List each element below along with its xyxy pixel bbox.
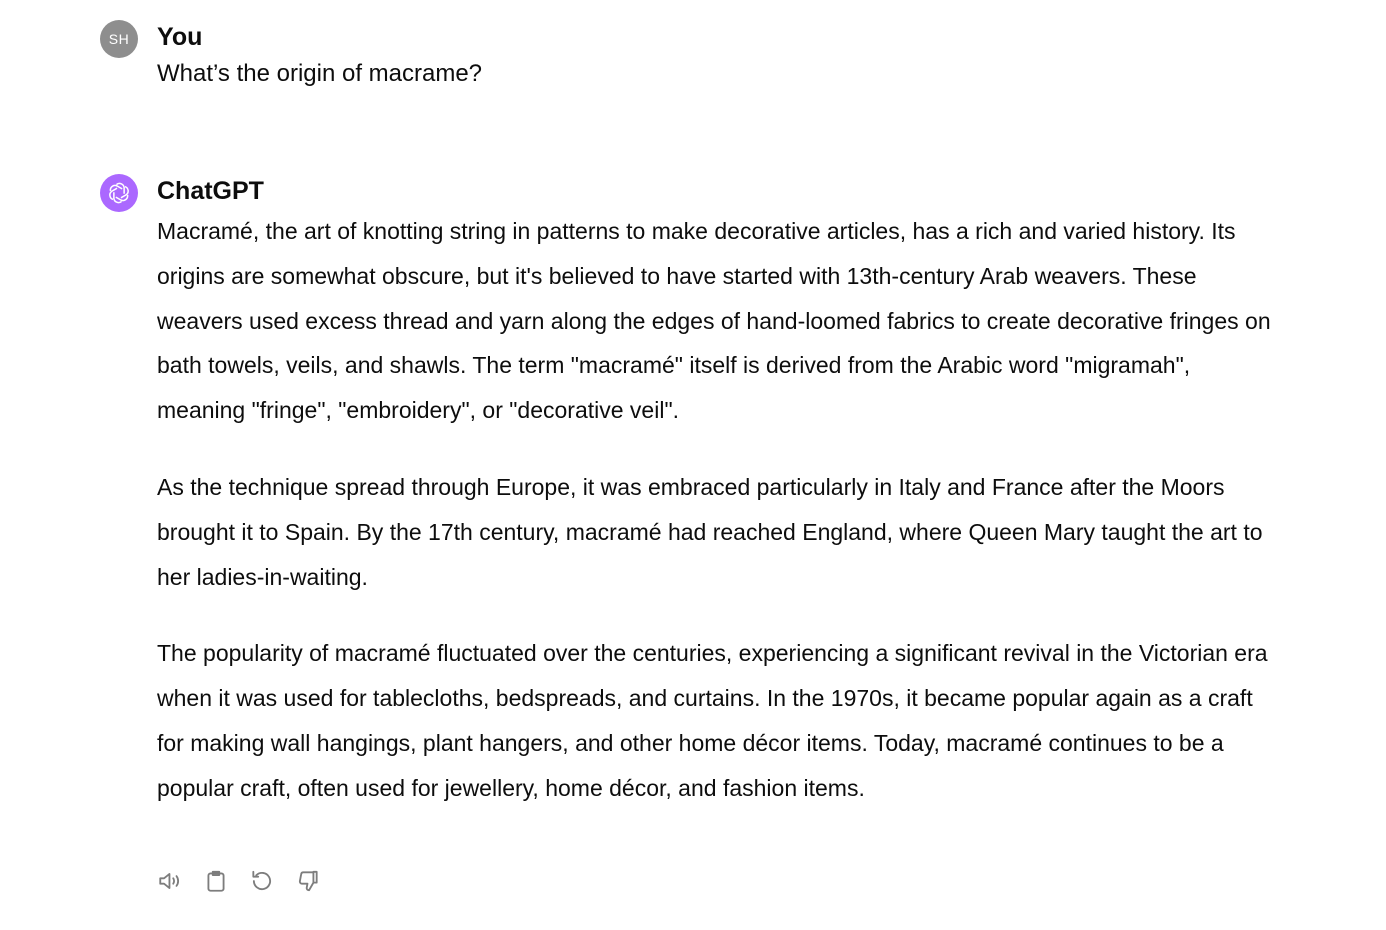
- assistant-message-body: [157, 209, 1272, 843]
- thumbs-down-button[interactable]: [295, 868, 321, 894]
- read-aloud-icon: [157, 868, 183, 894]
- read-aloud-button[interactable]: [157, 868, 183, 894]
- openai-logo-icon: [105, 179, 133, 207]
- regenerate-icon: [249, 868, 275, 894]
- copy-button[interactable]: [203, 868, 229, 894]
- assistant-paragraph: Macramé, the art of knotting string in patterns to make decorative articles, has a rich and varied history. Its origins are somewhat obscure, but it's believed to have started with 13th-century Arab weavers. These weavers used excess thread and yarn along the edges of hand-loomed fabrics to create decorative fringes on bath towels, veils, and shawls. The term "macramé" itself is derived from the Arabic word "migramah", meaning "fringe", "embroidery", or "decorative veil".: [157, 218, 1271, 424]
- assistant-avatar: [100, 174, 138, 212]
- assistant-author-name: ChatGPT: [157, 177, 264, 205]
- user-message-text: What’s the origin of macrame?: [157, 60, 483, 87]
- user-author-name: You: [157, 23, 203, 51]
- assistant-paragraph: As the technique spread through Europe, it was embraced particularly in Italy and France after the Moors brought it to Spain. By the 17th century, macramé had reached England, where Queen Mary taught the art to her ladies-in-waiting.: [157, 473, 1263, 590]
- user-avatar-initials: SH: [108, 31, 130, 47]
- copy-icon: [203, 868, 229, 894]
- user-avatar: [100, 20, 138, 58]
- thumbs-down-icon: [295, 868, 321, 894]
- regenerate-button[interactable]: [249, 868, 275, 894]
- assistant-paragraph: The popularity of macramé fluctuated over the centuries, experiencing a significant revival in the Victorian era when it was used for tablecloths, bedspreads, and curtains. In the 1970s, it became popular again as a craft for making wall hangings, plant hangers, and other home décor items. Today, macramé continues to be a popular craft, often used for jewellery, home décor, and fashion items.: [157, 640, 1268, 801]
- message-actions: [157, 868, 321, 894]
